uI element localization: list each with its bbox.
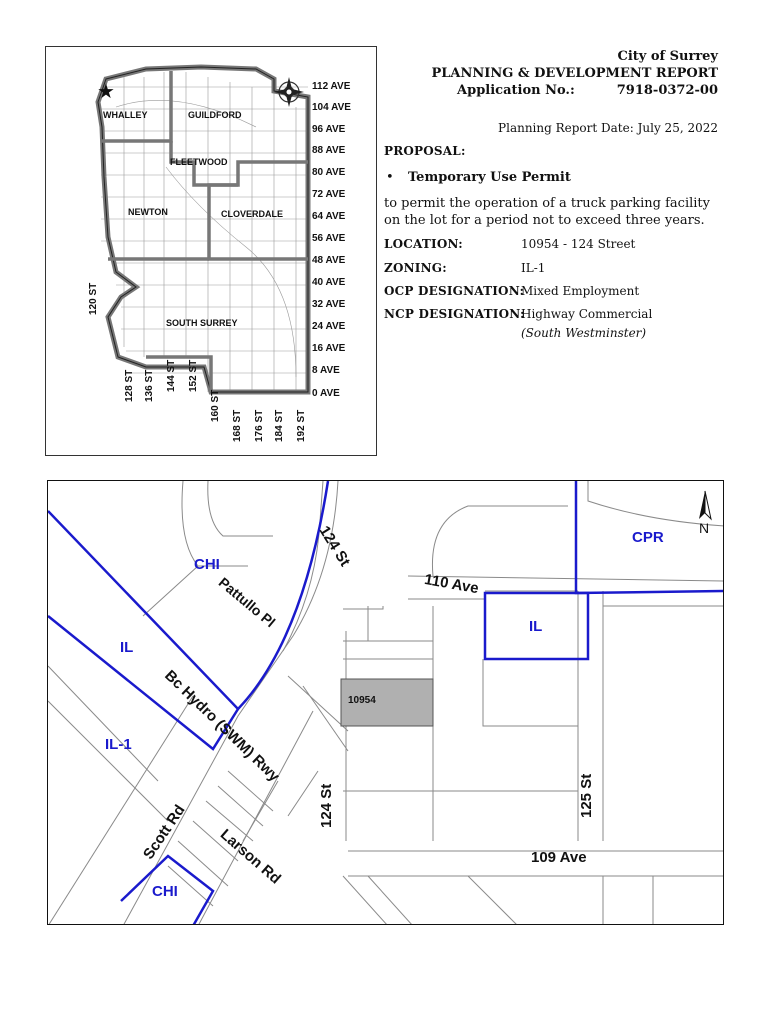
ocp-label: OCP DESIGNATION:	[384, 284, 525, 298]
avenue-label: 40 AVE	[312, 277, 346, 288]
report-title: PLANNING & DEVELOPMENT REPORT	[431, 66, 718, 81]
area-label-newton: NEWTON	[128, 207, 168, 217]
application-number: 7918-0372-00	[616, 83, 718, 98]
road-label-124-st-south: 124 St	[318, 783, 335, 828]
street-label: 144 ST	[166, 359, 177, 392]
subject-lot-label: 10954	[348, 695, 376, 706]
avenue-label: 16 AVE	[312, 343, 346, 354]
north-label: N	[699, 520, 710, 536]
location-value: 10954 - 124 Street	[521, 237, 636, 251]
street-label: 168 ST	[232, 409, 243, 442]
proposal-heading: PROPOSAL:	[384, 144, 466, 158]
proposal-bullet: •	[386, 170, 394, 185]
ocp-value: Mixed Employment	[521, 284, 640, 298]
avenue-label: 48 AVE	[312, 255, 346, 266]
application-label: Application No.:	[457, 83, 575, 98]
area-label-south-surrey: SOUTH SURREY	[166, 318, 238, 328]
proposal-description: to permit the operation of a truck parking facility on the lot for a period not to exceed three years.	[384, 196, 710, 228]
avenue-label: 24 AVE	[312, 321, 346, 332]
avenue-label: 80 AVE	[312, 167, 346, 178]
site-map	[47, 480, 724, 925]
zoning-label: ZONING:	[384, 261, 447, 275]
street-label: 120 ST	[88, 282, 99, 315]
road-label-larson-rd: Larson Rd	[216, 826, 284, 888]
street-label: 184 ST	[274, 409, 285, 442]
street-label: 128 ST	[124, 369, 135, 402]
avenue-label: 96 AVE	[312, 124, 346, 135]
star-icon: ★	[97, 79, 115, 103]
street-label: 160 ST	[210, 389, 221, 422]
area-label-cloverdale: CLOVERDALE	[221, 209, 284, 219]
road-label-pattullo-pl: Pattullo Pl	[215, 574, 279, 631]
city-name: City of Surrey	[617, 49, 718, 64]
zone-label-chi-south: CHI	[152, 883, 178, 900]
compass-icon	[274, 77, 304, 107]
zone-label-cpr: CPR	[632, 529, 664, 546]
avenue-label: 0 AVE	[312, 388, 340, 399]
road-label-bc-hydro-rwy: Bc Hydro (SWM) Rwy	[161, 667, 283, 786]
ncp-label: NCP DESIGNATION:	[384, 307, 525, 321]
location-label: LOCATION:	[384, 237, 463, 251]
avenue-label: 88 AVE	[312, 145, 346, 156]
avenue-label: 8 AVE	[312, 365, 340, 376]
avenue-label: 64 AVE	[312, 211, 346, 222]
road-label-125-st: 125 St	[578, 773, 595, 818]
avenue-label: 112 AVE	[312, 81, 351, 92]
street-label: 192 ST	[296, 409, 307, 442]
road-label-scott-rd: Scott Rd	[140, 801, 189, 863]
zone-label-il-1: IL-1	[105, 736, 132, 753]
avenue-label: 32 AVE	[312, 299, 346, 310]
avenue-label: 72 AVE	[312, 189, 346, 200]
area-label-whalley: WHALLEY	[103, 110, 148, 120]
area-label-guildford: GUILDFORD	[188, 110, 242, 120]
report-date: Planning Report Date: July 25, 2022	[498, 121, 718, 135]
zone-label-chi-north: CHI	[194, 556, 220, 573]
key-map	[45, 46, 377, 456]
street-label: 152 ST	[188, 359, 199, 392]
key-map-grid	[101, 72, 308, 392]
street-label: 136 ST	[144, 369, 155, 402]
road-label-110-ave: 110 Ave	[423, 571, 480, 598]
road-label-124-st-north: 124 St	[315, 523, 354, 570]
ncp-subvalue: (South Westminster)	[521, 326, 647, 340]
zone-label-il-east: IL	[529, 618, 543, 635]
application-number-row	[457, 82, 718, 99]
avenue-label: 104 AVE	[312, 102, 351, 113]
area-label-fleetwood: FLEETWOOD	[170, 157, 228, 167]
north-arrow-icon	[699, 491, 711, 519]
avenue-label: 56 AVE	[312, 233, 346, 244]
ncp-value: Highway Commercial	[521, 307, 653, 321]
street-label: 176 ST	[254, 409, 265, 442]
road-label-109-ave: 109 Ave	[531, 849, 587, 866]
zone-label-il-west: IL	[120, 639, 134, 656]
proposal-item: Temporary Use Permit	[408, 170, 571, 185]
zoning-value: IL-1	[521, 261, 546, 275]
